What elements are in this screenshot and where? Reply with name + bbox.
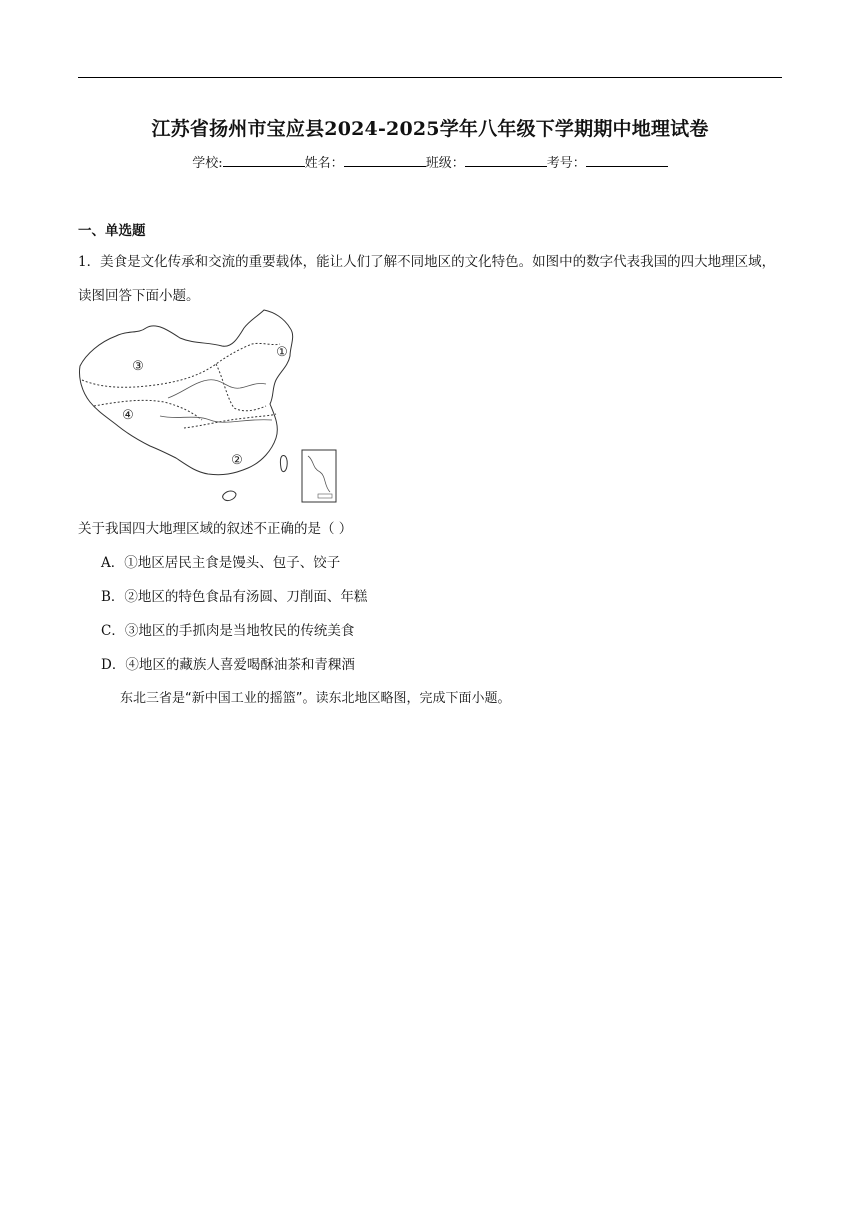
yellow-river xyxy=(168,380,266,398)
header-rule xyxy=(78,77,782,78)
option-d[interactable]: D．④地区的藏族人喜爱喝酥油茶和青稞酒 xyxy=(101,657,355,673)
option-a[interactable]: A．①地区居民主食是馒头、包子、饺子 xyxy=(101,555,341,571)
option-c[interactable]: C．③地区的手抓肉是当地牧民的传统美食 xyxy=(101,623,355,639)
class-label: 班级： xyxy=(425,156,465,171)
question-stem: 1．美食是文化传承和交流的重要载体，能让人们了解不同地区的文化特色。如图中的数字代表我国的四大地理区域，读图回答下面小题。 xyxy=(78,254,776,304)
inset-scale-label xyxy=(318,494,332,498)
taiwan-island xyxy=(280,455,287,471)
name-label: 姓名： xyxy=(304,156,344,171)
china-regions-map xyxy=(76,308,340,506)
student-info-line xyxy=(0,152,860,171)
boundary-north-northwest xyxy=(82,343,280,387)
region-label-3: ③ xyxy=(132,359,144,374)
china-outline xyxy=(79,310,292,475)
section-heading: 一、单选题 xyxy=(78,223,146,239)
exam-no-label: 考号： xyxy=(546,156,586,171)
inset-coastline xyxy=(308,456,330,492)
option-b[interactable]: B．②地区的特色食品有汤圆、刀削面、年糕 xyxy=(101,589,368,605)
region-label-4: ④ xyxy=(122,408,134,423)
region-label-1: ① xyxy=(276,345,288,360)
class-blank[interactable] xyxy=(465,154,547,167)
region-label-2: ② xyxy=(231,453,243,468)
hainan-island xyxy=(223,491,236,501)
next-passage: 东北三省是“新中国工业的摇篮”。读东北地区略图，完成下面小题。 xyxy=(120,691,511,706)
exam-title: 江苏省扬州市宝应县2024-2025学年八年级下学期期中地理试卷 xyxy=(151,118,709,140)
school-blank[interactable] xyxy=(223,154,305,167)
school-label: 学校: xyxy=(192,156,223,171)
sub-question: 关于我国四大地理区域的叙述不正确的是（ ） xyxy=(78,521,353,537)
boundary-south-north xyxy=(184,414,276,428)
exam-no-blank[interactable] xyxy=(586,154,668,167)
name-blank[interactable] xyxy=(344,154,426,167)
